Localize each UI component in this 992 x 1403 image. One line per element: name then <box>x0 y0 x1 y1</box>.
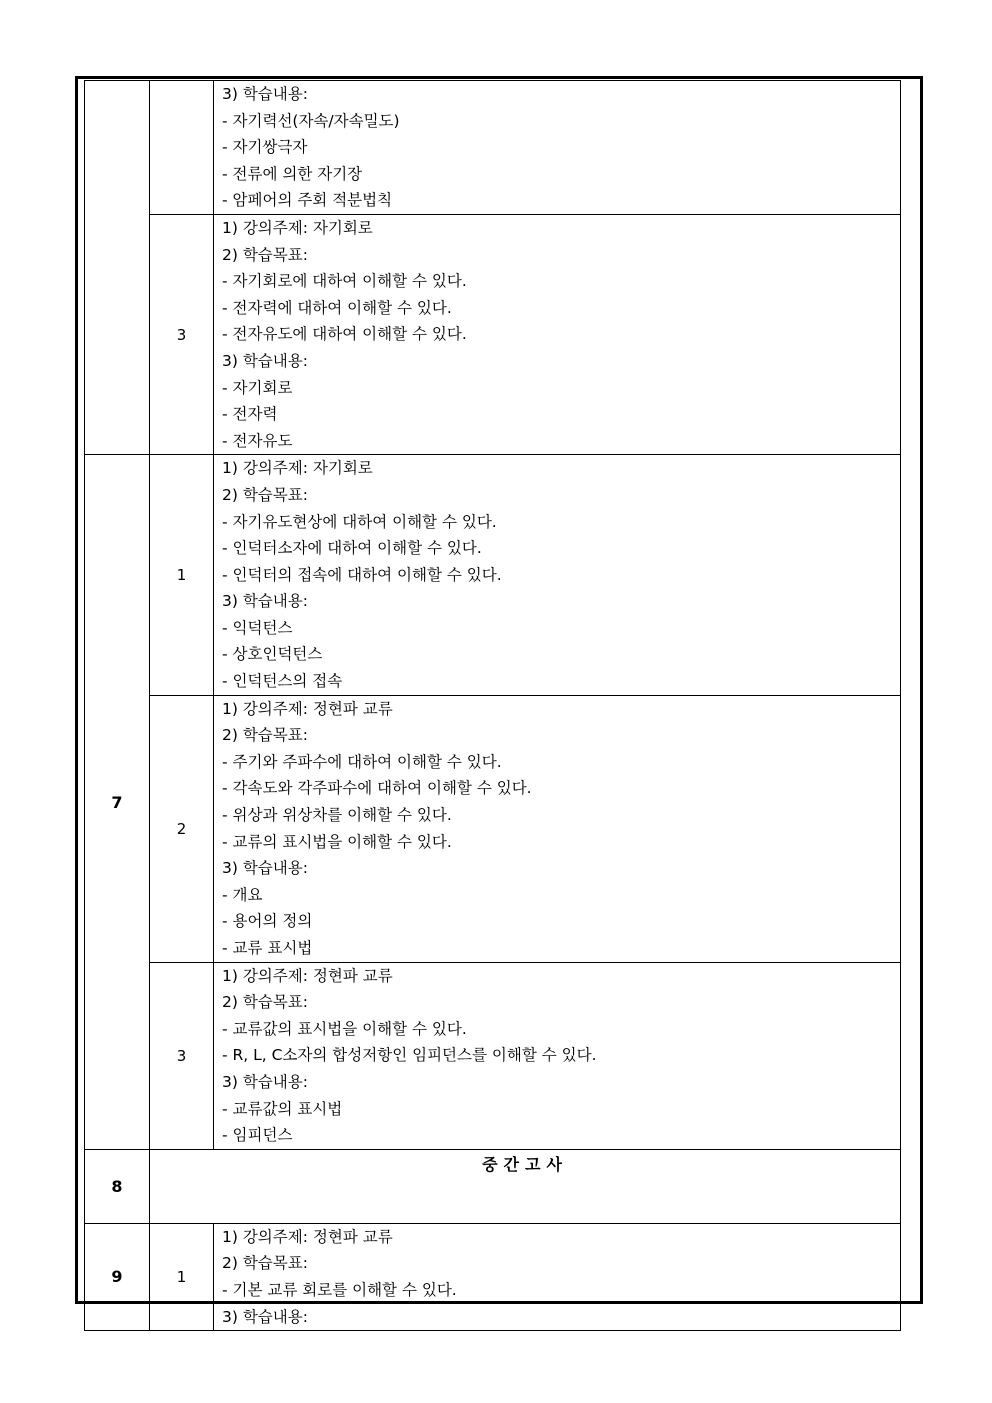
content-line: 1) 강의주제: 정현파 교류 <box>222 699 393 718</box>
content-cell <box>214 214 901 454</box>
content-line: - 기본 교류 회로를 이해할 수 있다. <box>222 1280 457 1299</box>
content-line: - 익덕턴스 <box>222 618 293 637</box>
content-cell <box>214 81 901 215</box>
content-line: - 교류의 표시법을 이해할 수 있다. <box>222 832 452 851</box>
session-cell <box>150 81 214 215</box>
content-line: - 인덕턴스의 접속 <box>222 672 343 691</box>
table-row <box>85 962 901 1149</box>
session-cell: 1 <box>150 455 214 695</box>
content-line: 1) 강의주제: 자기회로 <box>222 459 373 478</box>
session-cell: 3 <box>150 962 214 1149</box>
week-cell <box>85 81 150 455</box>
content-line: 2) 학습목표: <box>222 245 308 264</box>
content-cell <box>214 962 901 1149</box>
content-line: 1) 강의주제: 정현파 교류 <box>222 1227 393 1246</box>
table-row <box>85 455 901 695</box>
content-line: - 교류값의 표시법을 이해할 수 있다. <box>222 1019 467 1038</box>
content-line: - 상호인덕턴스 <box>222 645 323 664</box>
content-line: - 인덕터의 접속에 대하여 이해할 수 있다. <box>222 565 502 584</box>
content-line: 2) 학습목표: <box>222 485 308 504</box>
content-line: 3) 학습내용: <box>222 85 308 103</box>
content-line: 1) 강의주제: 정현파 교류 <box>222 966 393 985</box>
week-cell: 7 <box>85 455 150 1149</box>
content-line: - 자기력선(자속/자속밀도) <box>222 111 400 130</box>
content-line: 3) 학습내용: <box>222 1307 308 1326</box>
content-line: - 개요 <box>222 885 263 904</box>
content-line: - 자기유도현상에 대하여 이해할 수 있다. <box>222 512 497 531</box>
content-cell <box>214 455 901 695</box>
content-line: - 자기회로에 대하여 이해할 수 있다. <box>222 272 467 291</box>
content-cell <box>214 1223 901 1330</box>
content-line: - 교류 표시법 <box>222 939 313 957</box>
content-line: 3) 학습내용: <box>222 351 308 370</box>
content-line: - 인덕터소자에 대하여 이해할 수 있다. <box>222 539 482 558</box>
content-line: 2) 학습목표: <box>222 1254 308 1273</box>
week-cell: 9 <box>85 1223 150 1330</box>
session-cell: 2 <box>150 695 214 962</box>
content-line: 3) 학습내용: <box>222 592 308 611</box>
content-line: - 위상과 위상차를 이해할 수 있다. <box>222 806 452 825</box>
content-cell <box>214 695 901 962</box>
content-line: 3) 학습내용: <box>222 1072 308 1091</box>
content-line: 2) 학습목표: <box>222 726 308 745</box>
session-cell: 1 <box>150 1223 214 1330</box>
content-line: - R, L, C소자의 합성저항인 임피던스를 이해할 수 있다. <box>222 1046 597 1065</box>
table-row <box>85 1149 901 1223</box>
content-line: 3) 학습내용: <box>222 859 308 878</box>
content-line: - 전류에 의한 자기장 <box>222 164 363 183</box>
content-line: - 자기쌍극자 <box>222 138 308 157</box>
content-line: - 전자력에 대하여 이해할 수 있다. <box>222 298 452 317</box>
syllabus-table <box>84 80 901 1331</box>
content-line: - 용어의 정의 <box>222 912 313 931</box>
content-line: - 암페어의 주회 적분법칙 <box>222 191 393 210</box>
content-line: - 전자력 <box>222 405 278 424</box>
session-cell: 3 <box>150 214 214 454</box>
content-line: - 전자유도 <box>222 431 293 450</box>
content-line: - 전자유도에 대하여 이해할 수 있다. <box>222 325 467 344</box>
table-row <box>85 81 901 215</box>
week-cell: 8 <box>85 1149 150 1223</box>
content-line: 2) 학습목표: <box>222 993 308 1012</box>
content-line: - 자기회로 <box>222 378 293 397</box>
content-line: - 교류값의 표시법 <box>222 1099 343 1118</box>
table-row <box>85 1223 901 1330</box>
exam-title: 중간고사 <box>150 1149 901 1223</box>
content-line: 1) 강의주제: 자기회로 <box>222 218 373 237</box>
content-line: - 주기와 주파수에 대하여 이해할 수 있다. <box>222 752 502 771</box>
content-line: - 임피던스 <box>222 1126 293 1145</box>
content-line: - 각속도와 각주파수에 대하여 이해할 수 있다. <box>222 779 532 798</box>
table-row <box>85 695 901 962</box>
table-row <box>85 214 901 454</box>
